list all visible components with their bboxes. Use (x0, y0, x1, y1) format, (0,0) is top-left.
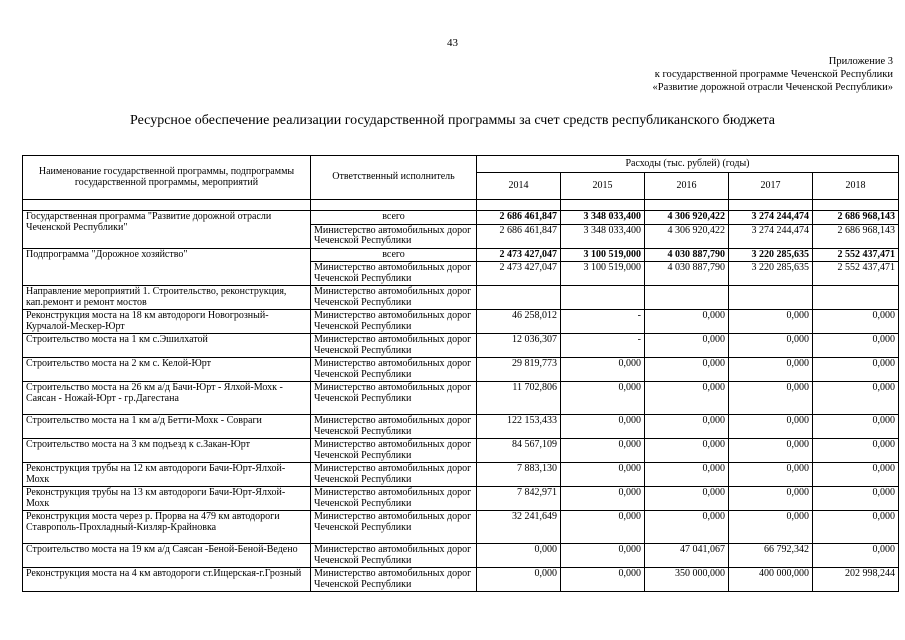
expense-value: 400 000,000 (729, 568, 813, 592)
expense-value: 0,000 (813, 544, 899, 568)
executor-ministry: Министерство автомобильных дорог Чеченской Республики (311, 439, 477, 463)
appendix-line-3: «Развитие дорожной отрасли Чеченской Республики» (652, 82, 893, 93)
expense-value: 0,000 (729, 439, 813, 463)
program-total-value: 2 686 461,847 (477, 211, 561, 225)
spacer-row (23, 200, 899, 211)
program-total-value: 3 348 033,400 (561, 211, 645, 225)
subprogram-ministry-value: 3 100 519,000 (561, 262, 645, 286)
executor-ministry: Министерство автомобильных дорог Чеченской Республики (311, 544, 477, 568)
expense-value: 0,000 (813, 382, 899, 415)
executor-ministry: Министерство автомобильных дорог Чеченской Республики (311, 463, 477, 487)
subprogram-total-value: 3 220 285,635 (729, 248, 813, 262)
expense-value: 32 241,649 (477, 511, 561, 544)
activity-name: Реконструкция трубы на 13 км автодороги Бачи-Юрт-Ялхой-Мохк (23, 487, 311, 511)
program-total-value: 4 306 920,422 (645, 211, 729, 225)
direction-name: Направление мероприятий 1. Строительство, реконструкция, кап.ремонт и ремонт мостов (23, 286, 311, 310)
expense-value: 0,000 (645, 487, 729, 511)
executor-ministry: Министерство автомобильных дорог Чеченской Республики (311, 310, 477, 334)
expense-value: 0,000 (561, 568, 645, 592)
table-row (23, 334, 899, 358)
expense-value: 0,000 (645, 382, 729, 415)
executor-ministry: Министерство автомобильных дорог Чеченской Республики (311, 487, 477, 511)
expense-value: 0,000 (813, 358, 899, 382)
expense-value: 0,000 (729, 415, 813, 439)
executor-ministry: Министерство автомобильных дорог Чеченской Республики (311, 382, 477, 415)
expense-value: 0,000 (813, 415, 899, 439)
expense-value: 0,000 (645, 415, 729, 439)
table-row (23, 544, 899, 568)
expense-value: 0,000 (729, 382, 813, 415)
header-name: Наименование государственной программы, подпрограммы государственной программы, мероприятий (23, 156, 311, 200)
activity-name: Строительство моста на 1 км с.Эшилхатой (23, 334, 311, 358)
header-year: 2015 (561, 173, 645, 200)
expense-value: 0,000 (561, 487, 645, 511)
executor-ministry: Министерство автомобильных дорог Чеченской Республики (311, 358, 477, 382)
header-year: 2014 (477, 173, 561, 200)
subprogram-ministry-value: 3 220 285,635 (729, 262, 813, 286)
program-total-row (23, 211, 899, 225)
program-ministry-value: 3 274 244,474 (729, 224, 813, 248)
appendix-line-1: Приложение 3 (828, 56, 893, 67)
expense-value: 12 036,307 (477, 334, 561, 358)
empty-cell (561, 286, 645, 310)
expense-value: 0,000 (477, 568, 561, 592)
header-year: 2016 (645, 173, 729, 200)
subprogram-ministry-value: 2 473 427,047 (477, 262, 561, 286)
expense-value: 122 153,433 (477, 415, 561, 439)
activity-name: Строительство моста на 2 км с. Келой-Юрт (23, 358, 311, 382)
expense-value: 0,000 (729, 511, 813, 544)
table-row (23, 439, 899, 463)
header-year: 2018 (813, 173, 899, 200)
expense-value: 0,000 (561, 358, 645, 382)
expense-value: 0,000 (813, 310, 899, 334)
empty-cell (645, 286, 729, 310)
expense-value: 0,000 (729, 487, 813, 511)
activity-name: Реконструкция моста через р. Прорва на 479 км автодороги Ставрополь-Прохладный-Кизляр-Крайновка (23, 511, 311, 544)
expense-value: 0,000 (561, 511, 645, 544)
executor-ministry: Министерство автомобильных дорог Чеченской Республики (311, 262, 477, 286)
activity-name: Строительство моста на 1 км а/д Бетти-Мохк - Совраги (23, 415, 311, 439)
table-row (23, 568, 899, 592)
table-row (23, 463, 899, 487)
budget-table (22, 155, 899, 592)
executor-ministry: Министерство автомобильных дорог Чеченской Республики (311, 511, 477, 544)
subprogram-ministry-value: 2 552 437,471 (813, 262, 899, 286)
expense-value: 0,000 (645, 511, 729, 544)
expense-value: 0,000 (561, 382, 645, 415)
executor-ministry: Министерство автомобильных дорог Чеченской Республики (311, 334, 477, 358)
expense-value: 11 702,806 (477, 382, 561, 415)
empty-cell (477, 286, 561, 310)
expense-value: - (561, 334, 645, 358)
direction-row (23, 286, 899, 310)
expense-value: 0,000 (645, 439, 729, 463)
expense-value: 0,000 (645, 463, 729, 487)
program-total-value: 3 274 244,474 (729, 211, 813, 225)
expense-value: 7 842,971 (477, 487, 561, 511)
program-ministry-value: 2 686 968,143 (813, 224, 899, 248)
expense-value: 350 000,000 (645, 568, 729, 592)
subprogram-total-value: 2 552 437,471 (813, 248, 899, 262)
executor-ministry: Министерство автомобильных дорог Чеченской Республики (311, 224, 477, 248)
expense-value: 0,000 (645, 358, 729, 382)
table-row (23, 310, 899, 334)
program-ministry-value: 2 686 461,847 (477, 224, 561, 248)
expense-value: 46 258,012 (477, 310, 561, 334)
executor-ministry: Министерство автомобильных дорог Чеченской Республики (311, 286, 477, 310)
expense-value: 0,000 (729, 463, 813, 487)
expense-value: 66 792,342 (729, 544, 813, 568)
expense-value: 0,000 (729, 334, 813, 358)
program-name: Государственная программа "Развитие дорожной отрасли Чеченской Республики" (23, 211, 311, 249)
expense-value: 0,000 (813, 487, 899, 511)
header-expenses: Расходы (тыс. рублей) (годы) (477, 156, 899, 173)
activity-name: Реконструкция моста на 4 км автодороги ст.Ищерская-г.Грозный (23, 568, 311, 592)
table-row (23, 511, 899, 544)
appendix-line-2: к государственной программе Чеченской Республики (654, 69, 893, 80)
table-row (23, 382, 899, 415)
program-ministry-value: 3 348 033,400 (561, 224, 645, 248)
expense-value: - (561, 310, 645, 334)
expense-value: 0,000 (645, 334, 729, 358)
executor-ministry: Министерство автомобильных дорог Чеченской Республики (311, 415, 477, 439)
expense-value: 0,000 (645, 310, 729, 334)
expense-value: 0,000 (729, 358, 813, 382)
subprogram-ministry-value: 4 030 887,790 (645, 262, 729, 286)
expense-value: 84 567,109 (477, 439, 561, 463)
activity-name: Реконструкция трубы на 12 км автодороги Бачи-Юрт-Ялхой-Мохк (23, 463, 311, 487)
executor-all: всего (311, 211, 477, 225)
header-executor: Ответственный исполнитель (311, 156, 477, 200)
expense-value: 0,000 (813, 511, 899, 544)
expense-value: 7 883,130 (477, 463, 561, 487)
document-title: Ресурсное обеспечение реализации государственной программы за счет средств республиканского бюджета (130, 113, 775, 128)
subprogram-total-value: 4 030 887,790 (645, 248, 729, 262)
table-row (23, 487, 899, 511)
expense-value: 0,000 (813, 463, 899, 487)
expense-value: 0,000 (813, 439, 899, 463)
header-year: 2017 (729, 173, 813, 200)
appendix-note (653, 55, 893, 94)
table-row (23, 415, 899, 439)
table-row (23, 358, 899, 382)
expense-value: 0,000 (813, 334, 899, 358)
expense-value: 0,000 (561, 544, 645, 568)
activity-name: Реконструкция моста на 18 км автодороги Новогрозный-Курчалой-Мескер-Юрт (23, 310, 311, 334)
activity-name: Строительство моста на 26 км а/д Бачи-Юрт - Ялхой-Мохк - Саясан - Ножай-Юрт - гр.Дагестана (23, 382, 311, 415)
subprogram-total-value: 3 100 519,000 (561, 248, 645, 262)
subprogram-total-row (23, 248, 899, 262)
expense-value: 202 998,244 (813, 568, 899, 592)
empty-cell (729, 286, 813, 310)
activity-name: Строительство моста на 19 км а/д Саясан -Беной-Беной-Ведено (23, 544, 311, 568)
page-number: 43 (447, 37, 458, 49)
program-ministry-value: 4 306 920,422 (645, 224, 729, 248)
executor-ministry: Министерство автомобильных дорог Чеченской Республики (311, 568, 477, 592)
expense-value: 0,000 (477, 544, 561, 568)
expense-value: 0,000 (561, 463, 645, 487)
expense-value: 0,000 (561, 439, 645, 463)
expense-value: 47 041,067 (645, 544, 729, 568)
expense-value: 0,000 (729, 310, 813, 334)
program-total-value: 2 686 968,143 (813, 211, 899, 225)
expense-value: 0,000 (561, 415, 645, 439)
subprogram-total-value: 2 473 427,047 (477, 248, 561, 262)
subprogram-name: Подпрограмма "Дорожное хозяйство" (23, 248, 311, 286)
activity-name: Строительство моста на 3 км подъезд к с.Закан-Юрт (23, 439, 311, 463)
executor-all: всего (311, 248, 477, 262)
empty-cell (813, 286, 899, 310)
expense-value: 29 819,773 (477, 358, 561, 382)
